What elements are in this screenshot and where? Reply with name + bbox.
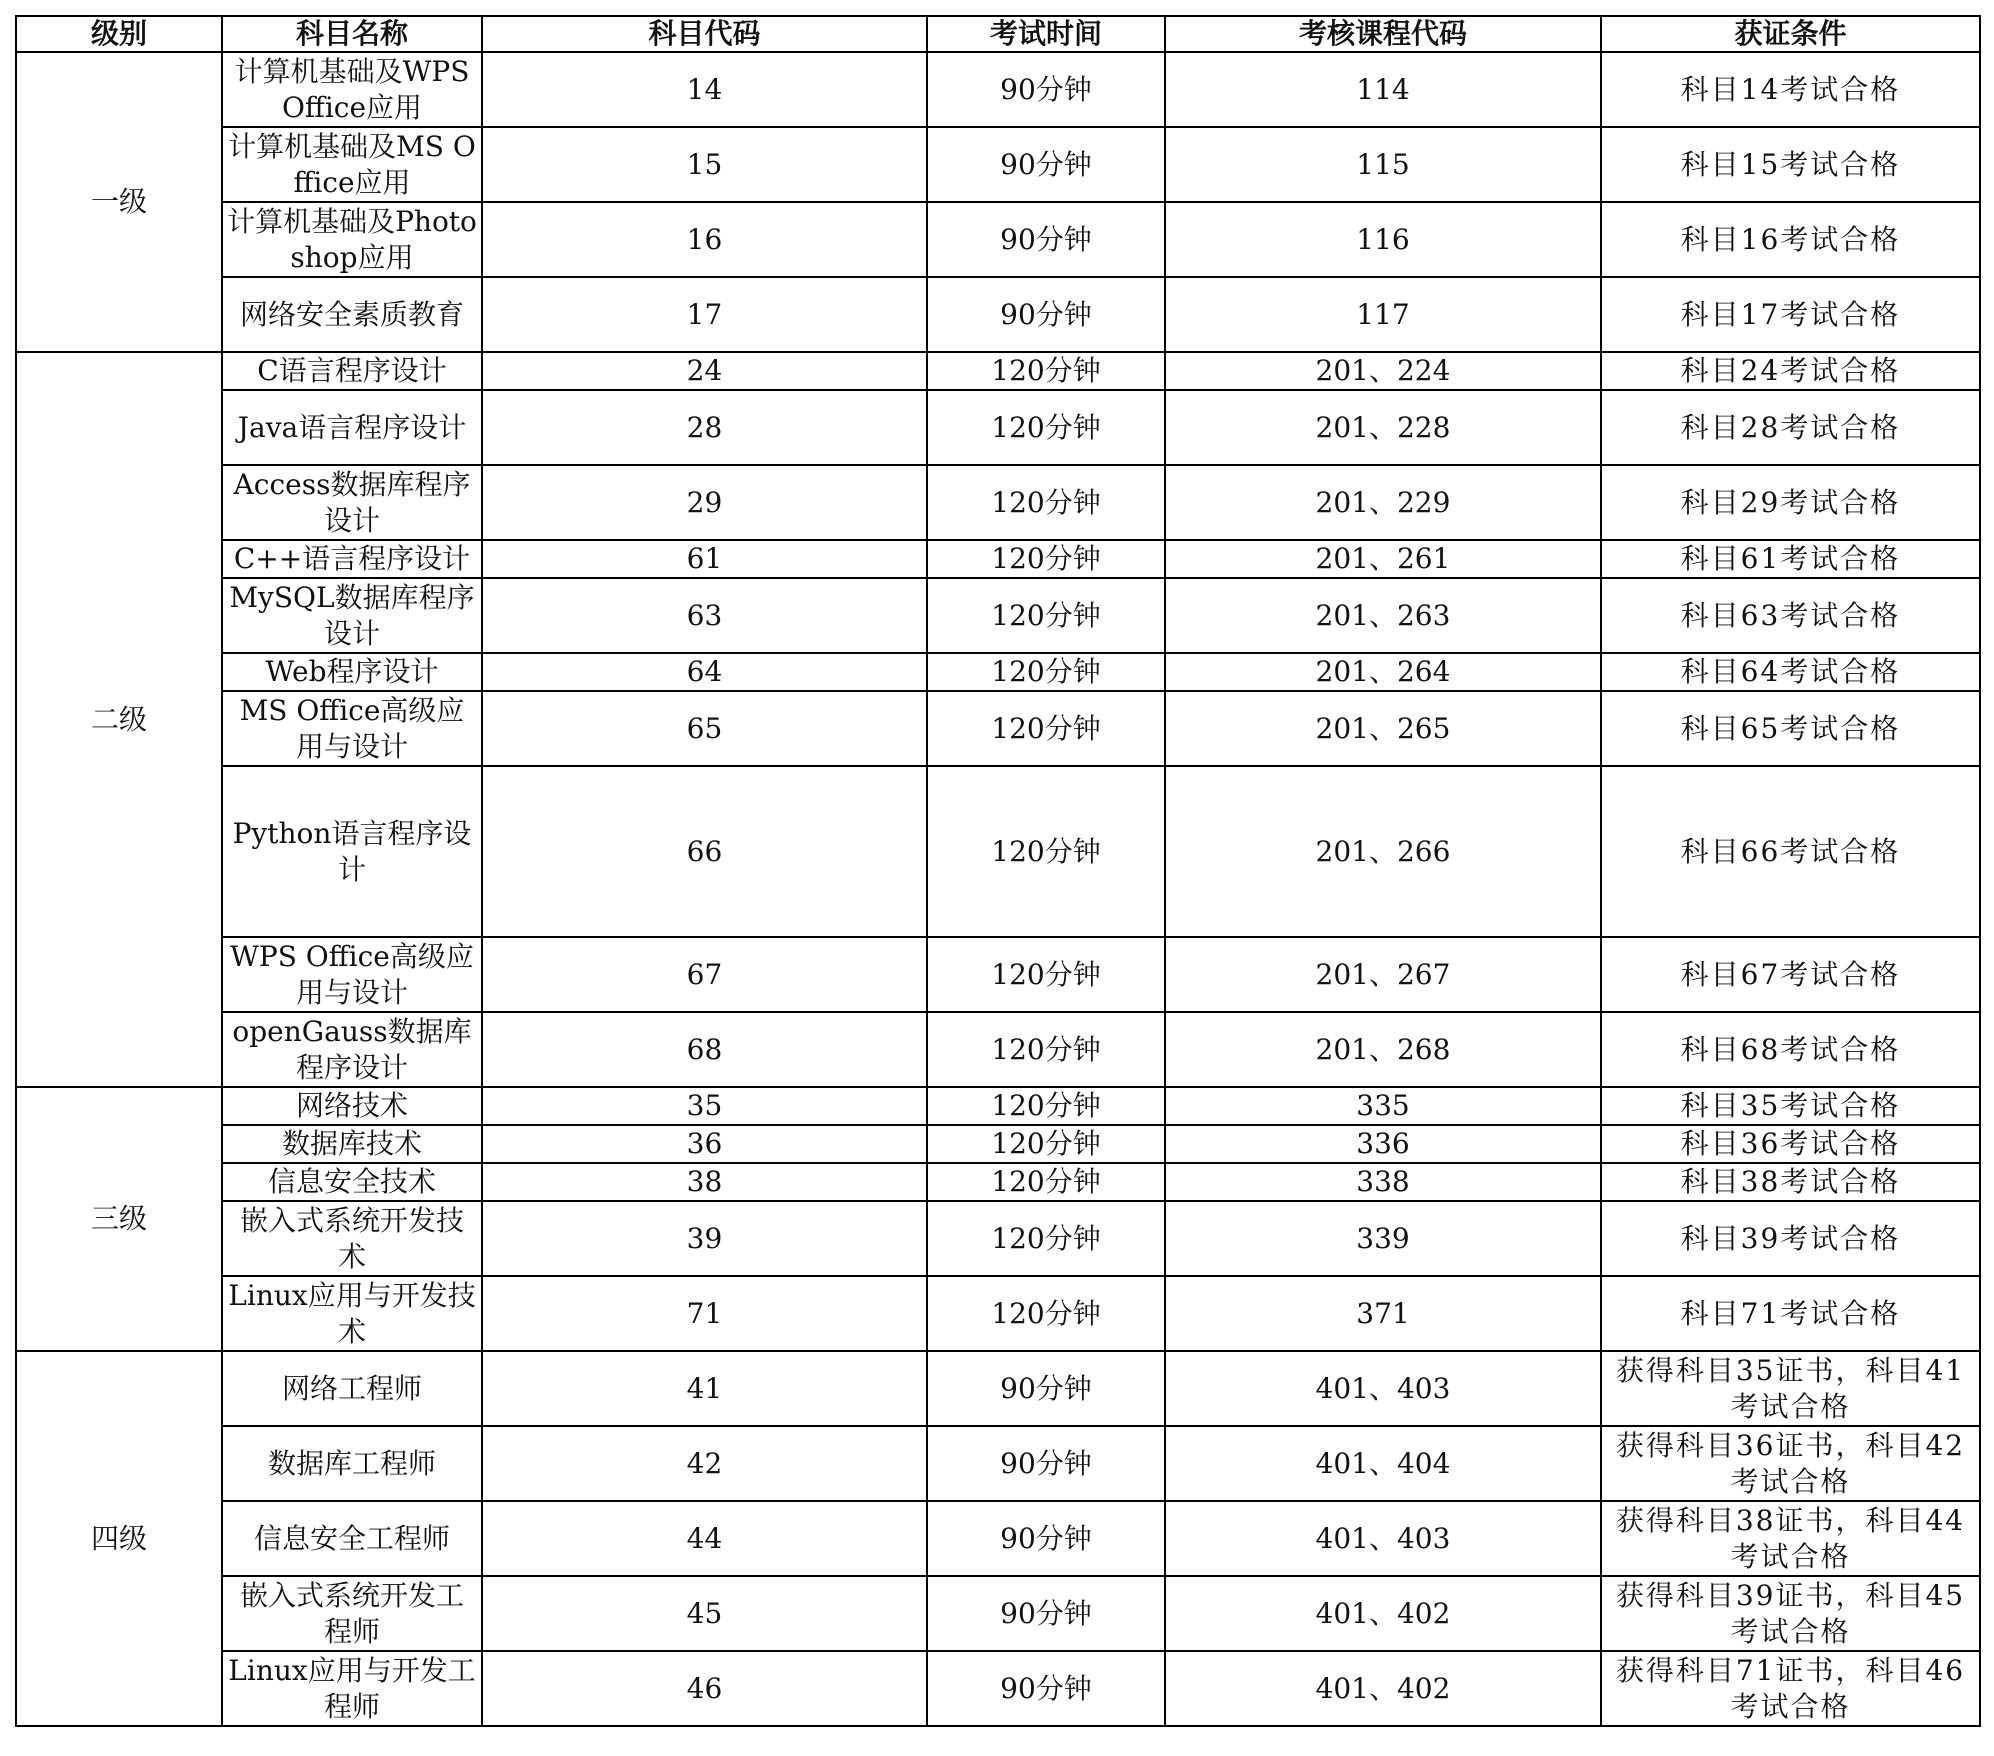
cert-condition-cell: 科目61考试合格 (1601, 540, 1980, 578)
exam-time-cell: 90分钟 (927, 202, 1165, 277)
exam-time-cell: 90分钟 (927, 1576, 1165, 1651)
exam-time-cell: 120分钟 (927, 937, 1165, 1012)
exam-time-cell: 120分钟 (927, 1201, 1165, 1276)
course-code-cell: 201、264 (1165, 653, 1601, 691)
level-cell: 二级 (16, 352, 222, 1087)
subject-code-cell: 15 (482, 127, 927, 202)
table-row (16, 540, 1980, 578)
subject-name-cell: C++语言程序设计 (222, 540, 482, 578)
cert-condition-cell: 科目35考试合格 (1601, 1087, 1980, 1125)
course-code-cell: 201、267 (1165, 937, 1601, 1012)
subject-name-cell: Linux应用与开发工程师 (222, 1651, 482, 1726)
subject-code-cell: 24 (482, 352, 927, 390)
exam-time-cell: 120分钟 (927, 1125, 1165, 1163)
subject-code-cell: 46 (482, 1651, 927, 1726)
subject-code-cell: 68 (482, 1012, 927, 1087)
subject-code-cell: 38 (482, 1163, 927, 1201)
table-row (16, 1351, 1980, 1426)
subject-name-cell: 网络工程师 (222, 1351, 482, 1426)
subject-code-cell: 39 (482, 1201, 927, 1276)
subject-name-cell: 数据库技术 (222, 1125, 482, 1163)
subject-code-cell: 66 (482, 766, 927, 937)
subject-name-cell: C语言程序设计 (222, 352, 482, 390)
subject-code-cell: 29 (482, 465, 927, 540)
subject-name-cell: 信息安全工程师 (222, 1501, 482, 1576)
header-level: 级别 (16, 16, 222, 52)
table-row (16, 52, 1980, 127)
table-row (16, 766, 1980, 937)
table-row (16, 653, 1980, 691)
cert-condition-cell: 科目63考试合格 (1601, 578, 1980, 653)
cert-condition-cell: 获得科目39证书，科目45考试合格 (1601, 1576, 1980, 1651)
exam-time-cell: 120分钟 (927, 766, 1165, 937)
exam-time-cell: 120分钟 (927, 352, 1165, 390)
cert-condition-cell: 科目16考试合格 (1601, 202, 1980, 277)
header-course-code: 考核课程代码 (1165, 16, 1601, 52)
exam-time-cell: 90分钟 (927, 1651, 1165, 1726)
subject-code-cell: 63 (482, 578, 927, 653)
table-row (16, 1651, 1980, 1726)
level-cell: 三级 (16, 1087, 222, 1351)
exam-time-cell: 120分钟 (927, 1012, 1165, 1087)
level-cell: 一级 (16, 52, 222, 352)
table-row (16, 691, 1980, 766)
cert-condition-cell: 科目24考试合格 (1601, 352, 1980, 390)
course-code-cell: 401、403 (1165, 1501, 1601, 1576)
course-code-cell: 401、404 (1165, 1426, 1601, 1501)
table-row (16, 277, 1980, 352)
header-row (16, 16, 1980, 52)
table-row (16, 465, 1980, 540)
table-row (16, 127, 1980, 202)
exam-time-cell: 120分钟 (927, 465, 1165, 540)
table-row (16, 390, 1980, 465)
subject-name-cell: 信息安全技术 (222, 1163, 482, 1201)
table-row (16, 1163, 1980, 1201)
course-code-cell: 401、402 (1165, 1576, 1601, 1651)
cert-condition-cell: 获得科目35证书，科目41考试合格 (1601, 1351, 1980, 1426)
cert-condition-cell: 科目36考试合格 (1601, 1125, 1980, 1163)
exam-time-cell: 120分钟 (927, 1163, 1165, 1201)
subject-code-cell: 17 (482, 277, 927, 352)
cert-condition-cell: 科目65考试合格 (1601, 691, 1980, 766)
subject-name-cell: 计算机基础及MS Office应用 (222, 127, 482, 202)
course-code-cell: 401、403 (1165, 1351, 1601, 1426)
exam-time-cell: 120分钟 (927, 578, 1165, 653)
course-code-cell: 336 (1165, 1125, 1601, 1163)
subject-name-cell: Web程序设计 (222, 653, 482, 691)
course-code-cell: 117 (1165, 277, 1601, 352)
subject-code-cell: 41 (482, 1351, 927, 1426)
course-code-cell: 114 (1165, 52, 1601, 127)
table-row (16, 1125, 1980, 1163)
subject-code-cell: 44 (482, 1501, 927, 1576)
course-code-cell: 371 (1165, 1276, 1601, 1351)
subject-code-cell: 64 (482, 653, 927, 691)
course-code-cell: 115 (1165, 127, 1601, 202)
header-subject-code: 科目代码 (482, 16, 927, 52)
course-code-cell: 335 (1165, 1087, 1601, 1125)
subject-name-cell: Java语言程序设计 (222, 390, 482, 465)
table-row (16, 1276, 1980, 1351)
table-row (16, 1426, 1980, 1501)
course-code-cell: 201、268 (1165, 1012, 1601, 1087)
exam-time-cell: 120分钟 (927, 540, 1165, 578)
course-code-cell: 201、265 (1165, 691, 1601, 766)
table-row (16, 352, 1980, 390)
table-row (16, 937, 1980, 1012)
table-row (16, 202, 1980, 277)
cert-condition-cell: 科目14考试合格 (1601, 52, 1980, 127)
cert-condition-cell: 获得科目36证书，科目42考试合格 (1601, 1426, 1980, 1501)
exam-time-cell: 90分钟 (927, 127, 1165, 202)
table-row (16, 1576, 1980, 1651)
subject-name-cell: MS Office高级应用与设计 (222, 691, 482, 766)
subject-code-cell: 42 (482, 1426, 927, 1501)
subject-code-cell: 67 (482, 937, 927, 1012)
course-code-cell: 201、261 (1165, 540, 1601, 578)
table-row (16, 578, 1980, 653)
exam-time-cell: 120分钟 (927, 390, 1165, 465)
exam-time-cell: 120分钟 (927, 1087, 1165, 1125)
course-code-cell: 201、224 (1165, 352, 1601, 390)
subject-name-cell: 网络技术 (222, 1087, 482, 1125)
subject-name-cell: 嵌入式系统开发技术 (222, 1201, 482, 1276)
cert-condition-cell: 科目17考试合格 (1601, 277, 1980, 352)
course-code-cell: 201、266 (1165, 766, 1601, 937)
cert-condition-cell: 科目68考试合格 (1601, 1012, 1980, 1087)
table-row (16, 1012, 1980, 1087)
course-code-cell: 201、263 (1165, 578, 1601, 653)
cert-condition-cell: 科目39考试合格 (1601, 1201, 1980, 1276)
course-code-cell: 339 (1165, 1201, 1601, 1276)
subject-name-cell: 网络安全素质教育 (222, 277, 482, 352)
exam-time-cell: 120分钟 (927, 691, 1165, 766)
cert-condition-cell: 科目15考试合格 (1601, 127, 1980, 202)
header-cert-condition: 获证条件 (1601, 16, 1980, 52)
course-code-cell: 201、229 (1165, 465, 1601, 540)
subject-code-cell: 35 (482, 1087, 927, 1125)
course-code-cell: 201、228 (1165, 390, 1601, 465)
subject-code-cell: 71 (482, 1276, 927, 1351)
exam-time-cell: 120分钟 (927, 1276, 1165, 1351)
cert-condition-cell: 科目71考试合格 (1601, 1276, 1980, 1351)
course-code-cell: 338 (1165, 1163, 1601, 1201)
subject-code-cell: 16 (482, 202, 927, 277)
course-code-cell: 116 (1165, 202, 1601, 277)
subject-code-cell: 65 (482, 691, 927, 766)
subject-name-cell: 数据库工程师 (222, 1426, 482, 1501)
course-code-cell: 401、402 (1165, 1651, 1601, 1726)
exam-time-cell: 90分钟 (927, 1501, 1165, 1576)
cert-condition-cell: 科目38考试合格 (1601, 1163, 1980, 1201)
exam-subject-table (15, 15, 1981, 1727)
subject-name-cell: Linux应用与开发技术 (222, 1276, 482, 1351)
header-exam-time: 考试时间 (927, 16, 1165, 52)
exam-time-cell: 90分钟 (927, 277, 1165, 352)
subject-code-cell: 28 (482, 390, 927, 465)
cert-condition-cell: 科目67考试合格 (1601, 937, 1980, 1012)
subject-name-cell: MySQL数据库程序设计 (222, 578, 482, 653)
cert-condition-cell: 科目28考试合格 (1601, 390, 1980, 465)
subject-name-cell: Python语言程序设计 (222, 766, 482, 937)
cert-condition-cell: 科目64考试合格 (1601, 653, 1980, 691)
cert-condition-cell: 科目66考试合格 (1601, 766, 1980, 937)
subject-code-cell: 45 (482, 1576, 927, 1651)
subject-name-cell: 计算机基础及WPS Office应用 (222, 52, 482, 127)
subject-code-cell: 61 (482, 540, 927, 578)
exam-time-cell: 120分钟 (927, 653, 1165, 691)
level-cell: 四级 (16, 1351, 222, 1726)
cert-condition-cell: 获得科目71证书，科目46考试合格 (1601, 1651, 1980, 1726)
exam-time-cell: 90分钟 (927, 52, 1165, 127)
table-row (16, 1087, 1980, 1125)
subject-name-cell: Access数据库程序设计 (222, 465, 482, 540)
cert-condition-cell: 获得科目38证书，科目44考试合格 (1601, 1501, 1980, 1576)
header-subject-name: 科目名称 (222, 16, 482, 52)
table-row (16, 1201, 1980, 1276)
exam-time-cell: 90分钟 (927, 1426, 1165, 1501)
table-row (16, 1501, 1980, 1576)
subject-name-cell: openGauss数据库程序设计 (222, 1012, 482, 1087)
subject-code-cell: 36 (482, 1125, 927, 1163)
subject-name-cell: WPS Office高级应用与设计 (222, 937, 482, 1012)
cert-condition-cell: 科目29考试合格 (1601, 465, 1980, 540)
subject-name-cell: 计算机基础及Photoshop应用 (222, 202, 482, 277)
subject-name-cell: 嵌入式系统开发工程师 (222, 1576, 482, 1651)
subject-code-cell: 14 (482, 52, 927, 127)
exam-time-cell: 90分钟 (927, 1351, 1165, 1426)
